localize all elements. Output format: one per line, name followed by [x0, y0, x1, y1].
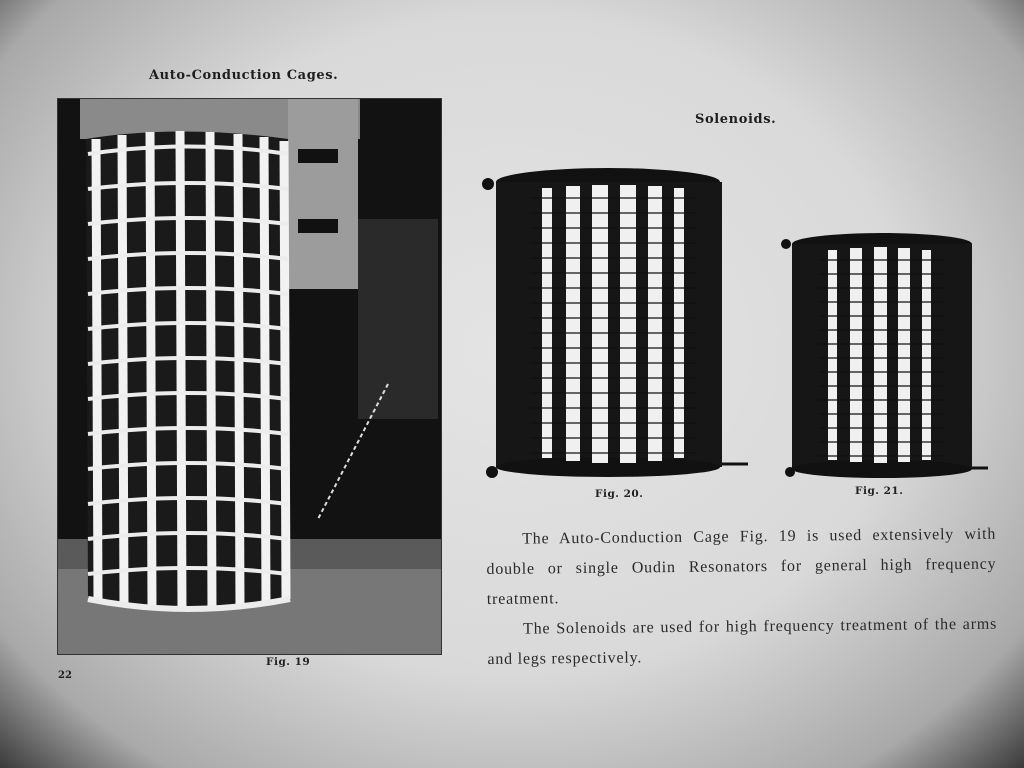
body-text	[486, 520, 998, 675]
page-number: 22	[58, 670, 72, 681]
paragraph-1: The Auto-Conduction Cage Fig. 19 is used extensively with double or single Oudin Resonators for general high frequency treatment.	[486, 525, 997, 608]
left-heading: Auto-Conduction Cages.	[149, 68, 339, 83]
fig21-caption: Fig. 21.	[855, 485, 904, 497]
paragraph-2: The Solenoids are used for high frequency treatment of the arms and legs respectively.	[487, 615, 998, 668]
fig19-caption: Fig. 19	[266, 656, 311, 668]
right-heading: Solenoids.	[695, 112, 777, 127]
fig20-solenoid-illustration	[480, 158, 755, 488]
cage-illustration	[58, 99, 441, 654]
fig21-solenoid-illustration	[778, 228, 990, 484]
fig19-photo	[57, 98, 442, 655]
fig20-caption: Fig. 20.	[595, 488, 644, 500]
